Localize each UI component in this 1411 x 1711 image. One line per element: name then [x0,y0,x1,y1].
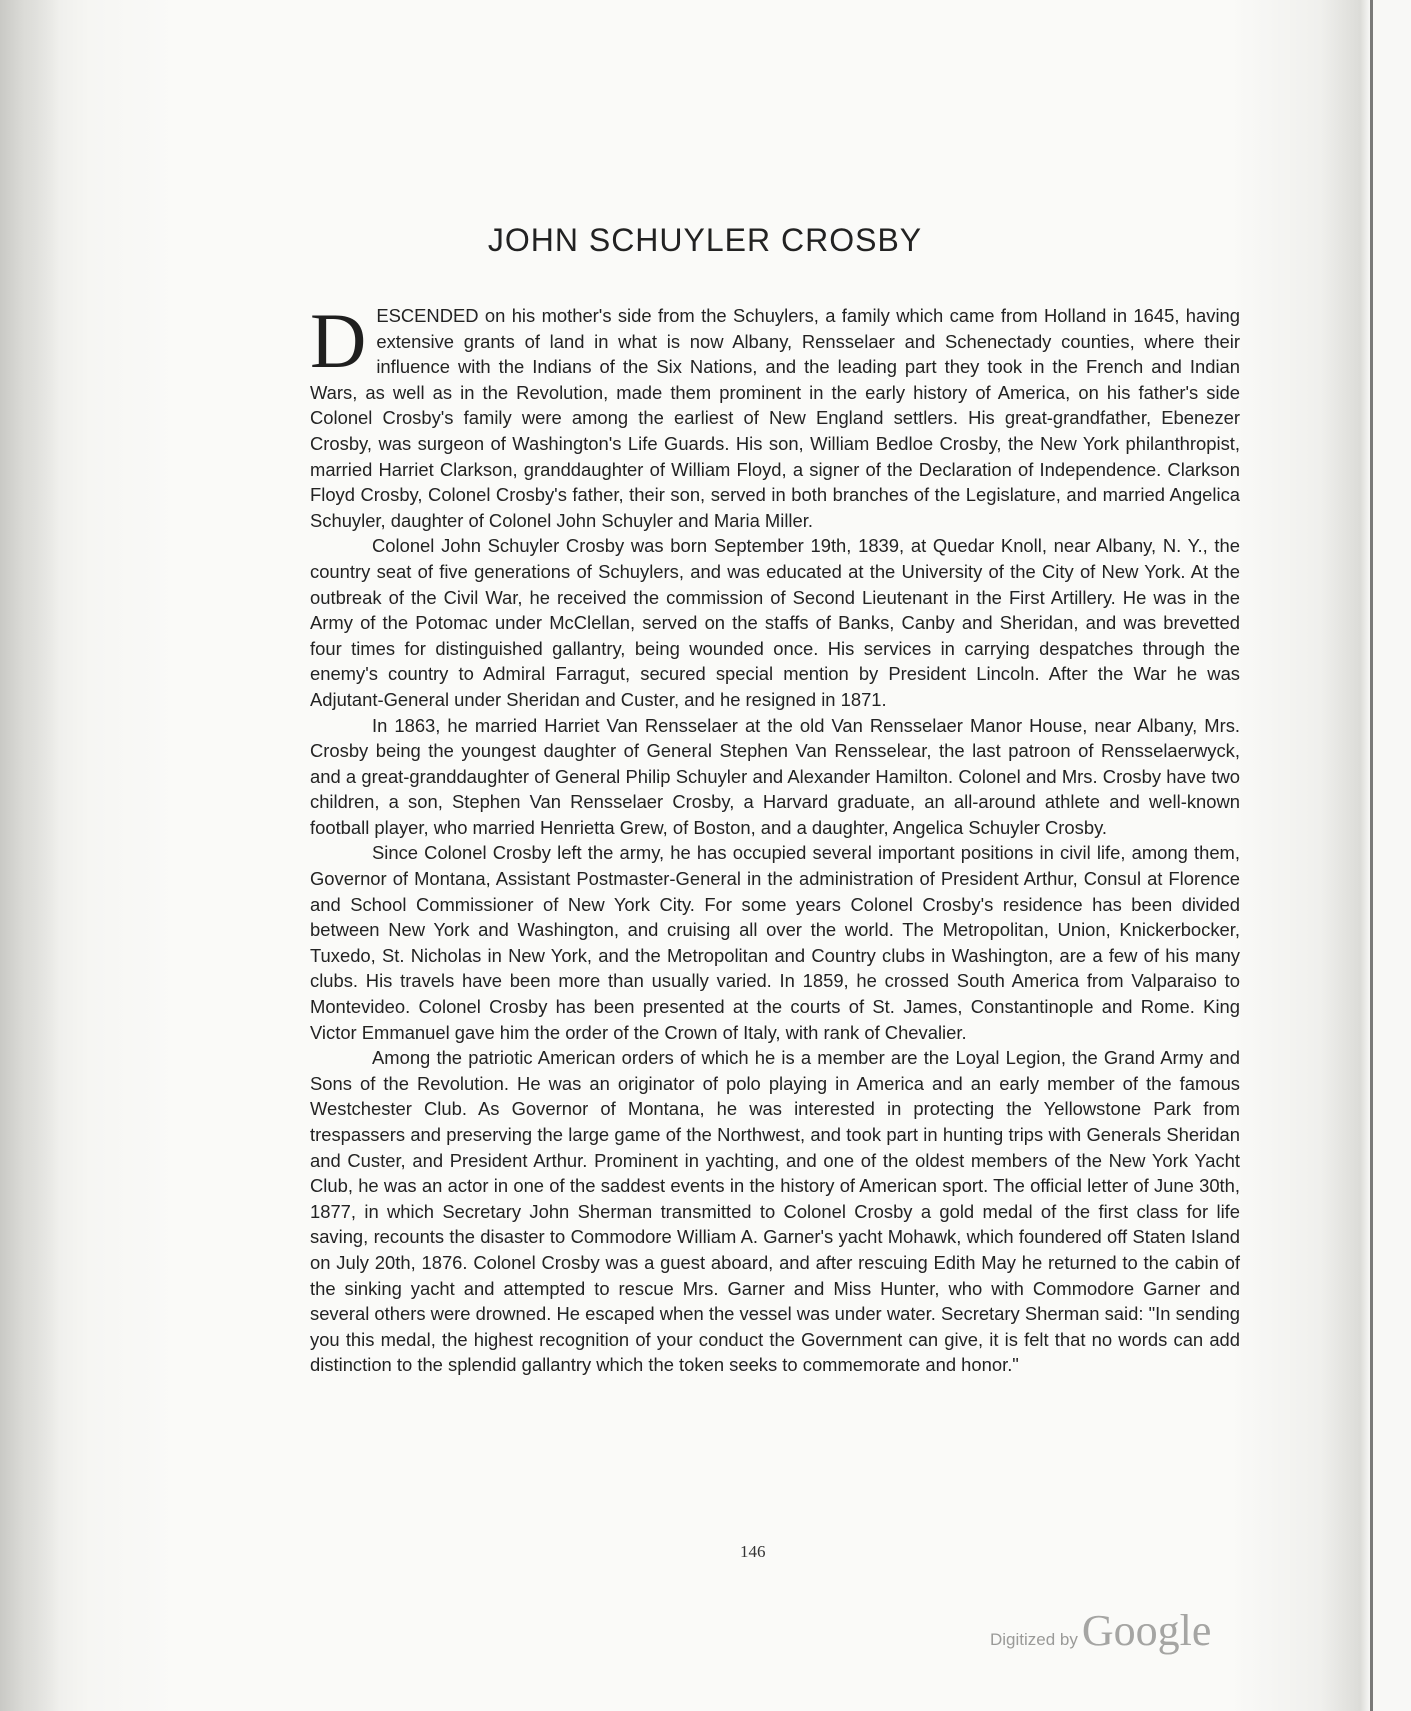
paragraph-2: Colonel John Schuyler Crosby was born September 19th, 1839, at Quedar Knoll, near Albany, N. Y., the country seat of five generations of Schuylers, and was educated at the University of the City of New York. At the outbreak of the Civil War, he received the commission of Second Lieutenant in the First Artillery. He was in the Army of the Potomac under McClellan, served on the staffs of Banks, Canby and Sheridan, and was brevetted four times for distinguished gallantry, being wounded once. His services in carrying despatches through the enemy's country to Admiral Farragut, secured special mention by President Lincoln. After the War he was Adjutant-General under Sheridan and Custer, and he resigned in 1871. [310,535,1240,710]
paragraph-1 [310,297,1240,533]
google-logo: Google [1081,1606,1212,1655]
page-title: JOHN SCHUYLER CROSBY [487,222,923,258]
page-number: 146 [740,1542,766,1561]
paragraph-1-text: ESCENDED on his mother's side from the Schuylers, a family which came from Holland in 1645, having extensive grants of land in what is now Albany, Rensselaer and Schenectady counties, where their influence with the Indians of the Six Nations, and the leading part they took in the French and Indian Wars, as well as in the Revolution, made them prominent in the early history of America, on his father's side Colonel Crosby's family were among the earliest of New England settlers. His great-grandfather, Ebenezer Crosby, was surgeon of Washington's Life Guards. His son, William Bedloe Crosby, the New York philanthropist, married Harriet Clarkson, granddaughter of William Floyd, a signer of the Declaration of Independence. Clarkson Floyd Crosby, Colonel Crosby's father, their son, served in both branches of the Legislature, and married Angelica Schuyler, daughter of Colonel John Schuyler and Maria Miller. [310,305,1240,531]
left-page-edge [0,0,60,1711]
article-body [310,297,1240,1378]
digitized-watermark [990,1605,1211,1656]
paragraph-4: Since Colonel Crosby left the army, he has occupied several important positions in civil life, among them, Governor of Montana, Assistant Postmaster-General in the administration of President Arthur, Consul at Florence and School Commissioner of New York City. For some years Colonel Crosby's residence has been divided between New York and Washington, and cruising all over the world. The Metropolitan, Union, Knickerbocker, Tuxedo, St. Nicholas in New York, and the Metropolitan and Country clubs in Washington, are a few of his many clubs. His travels have been more than usually varied. In 1859, he crossed South America from Valparaiso to Montevideo. Colonel Crosby has been presented at the courts of St. James, Constantinople and Rome. King Victor Emmanuel gave him the order of the Crown of Italy, with rank of Chevalier. [310,842,1240,1043]
drop-cap-letter: D [310,297,367,384]
adjacent-page-edge [1373,0,1411,1711]
paragraph-5: Among the patriotic American orders of which he is a member are the Loyal Legion, the Grand Army and Sons of the Revolution. He was an originator of polo playing in America and an early member of the famous Westchester Club. As Governor of Montana, he was interested in protecting the Yellowstone Park from trespassers and preserving the large game of the Northwest, and took part in hunting trips with Generals Sheridan and Custer, and President Arthur. Prominent in yachting, and one of the oldest members of the New York Yacht Club, he was an actor in one of the saddest events in the history of American sport. The official letter of June 30th, 1877, in which Secretary John Sherman transmitted to Colonel Crosby a gold medal of the first class for life saving, recounts the disaster to Commodore William A. Garner's yacht Mohawk, which foundered off Staten Island on July 20th, 1876. Colonel Crosby was a guest aboard, and after rescuing Edith May he returned to the cabin of the sinking yacht and attempted to rescue Mrs. Garner and Miss Hunter, who with Commodore Garner and several others were drowned. He escaped when the vessel was under water. Secretary Sherman said: "In sending you this medal, the highest recognition of your conduct the Government can give, it is felt that no words can add distinction to the splendid gallantry which the token seeks to commemorate and honor." [310,1047,1240,1376]
watermark-label: Digitized by [990,1630,1078,1649]
paragraph-3: In 1863, he married Harriet Van Rensselaer at the old Van Rensselaer Manor House, near Albany, Mrs. Crosby being the youngest daughter of General Stephen Van Rensselear, the last patroon of Rensselaerwyck, and a great-granddaughter of General Philip Schuyler and Alexander Hamilton. Colonel and Mrs. Crosby have two children, a son, Stephen Van Rensselaer Crosby, a Harvard graduate, an all-around athlete and well-known football player, who married Henrietta Grew, of Boston, and a daughter, Angelica Schuyler Crosby. [310,714,1240,838]
